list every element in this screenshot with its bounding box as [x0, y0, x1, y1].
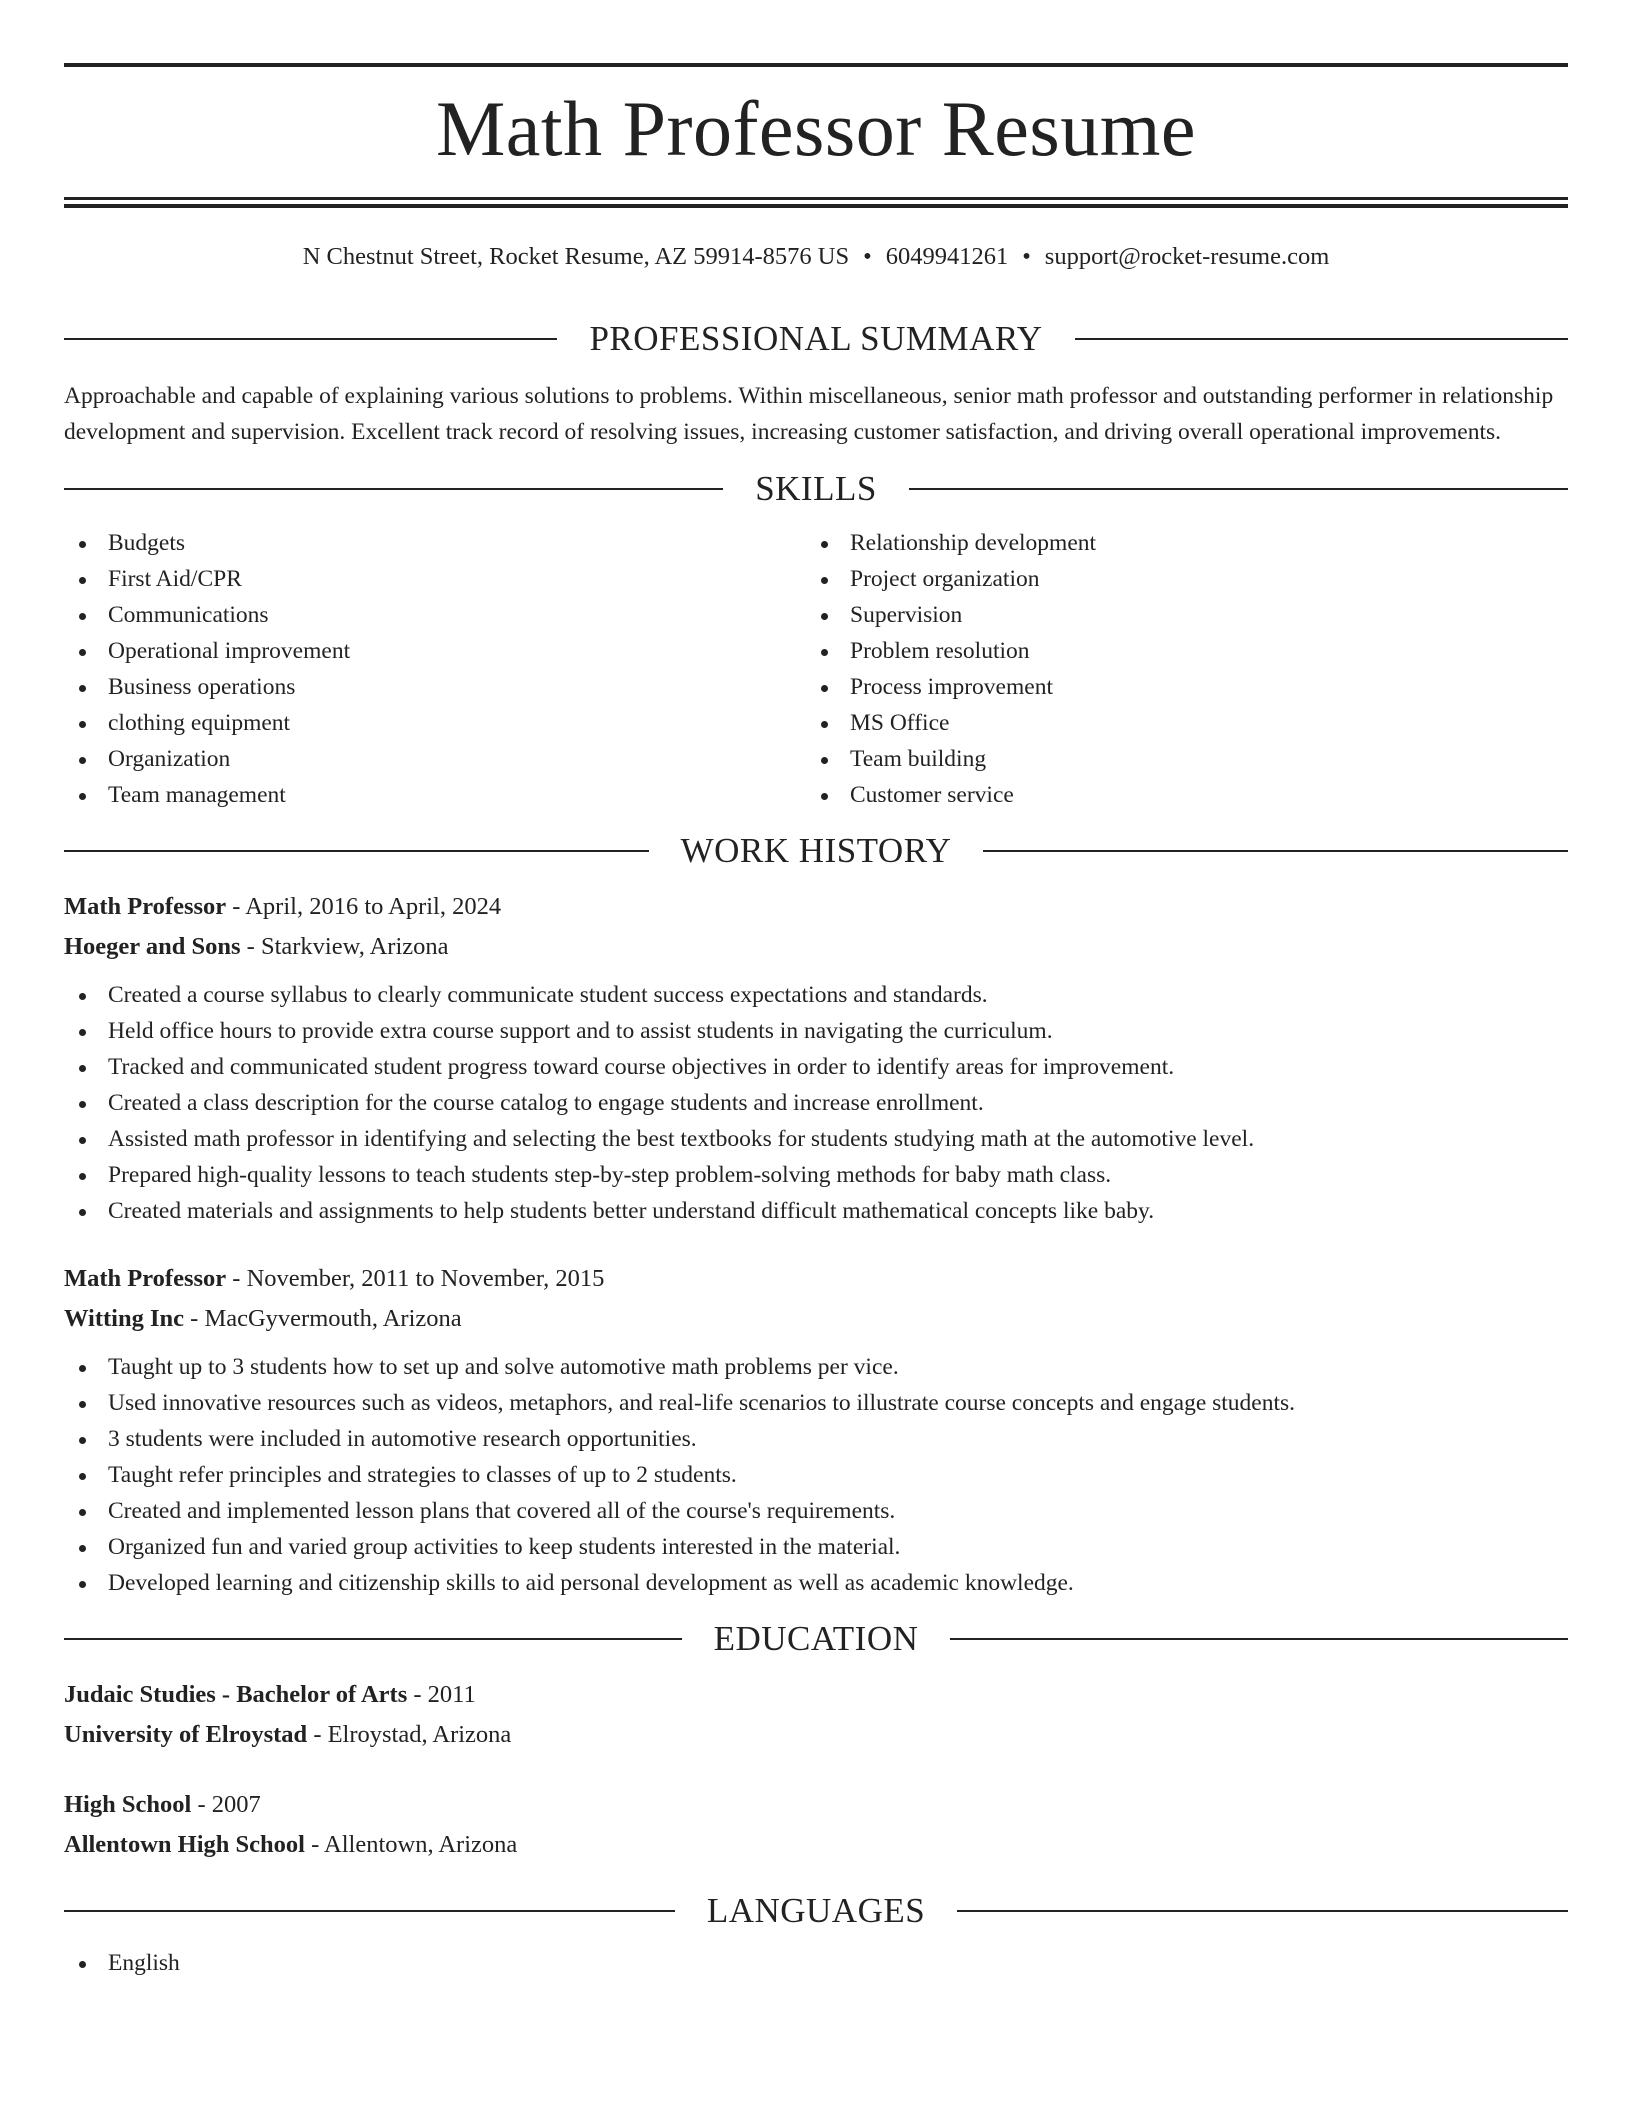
- section-title: SKILLS: [755, 469, 877, 508]
- job-bullet: Created a class description for the course catalog to engage students and increase enrollment.: [64, 1085, 1568, 1121]
- education-degree-line: [64, 1675, 1568, 1715]
- bullet-icon: [79, 613, 86, 620]
- job-bullet: Held office hours to provide extra course support and to assist students in navigating the curriculum.: [64, 1013, 1568, 1049]
- skill-item: First Aid/CPR: [64, 561, 806, 597]
- heading-rule: [64, 488, 723, 490]
- bullet-icon: [79, 577, 86, 584]
- job-bullet: Created materials and assignments to help students better understand difficult mathematical concepts like baby.: [64, 1193, 1568, 1229]
- job-bullet: Taught refer principles and strategies to classes of up to 2 students.: [64, 1457, 1568, 1493]
- contact-separator: •: [863, 243, 872, 270]
- contact-line: [64, 242, 1568, 272]
- title-double-rule: [64, 197, 1568, 208]
- skill-item: Project organization: [806, 561, 1548, 597]
- section-title: WORK HISTORY: [680, 831, 952, 870]
- language-item: English: [64, 1945, 1568, 1981]
- section-heading-work: [64, 831, 1568, 871]
- skill-item: clothing equipment: [64, 705, 806, 741]
- bullet-icon: [79, 1581, 86, 1588]
- bullet-icon: [79, 1173, 86, 1180]
- bullet-icon: [79, 541, 86, 548]
- heading-rule: [1075, 338, 1568, 340]
- skill-item: Supervision: [806, 597, 1548, 633]
- skill-item: Communications: [64, 597, 806, 633]
- job-entry: [64, 1259, 1568, 1601]
- section-title: EDUCATION: [713, 1619, 919, 1658]
- job-bullet: Assisted math professor in identifying and selecting the best textbooks for students studying math at the automotive level.: [64, 1121, 1568, 1157]
- education-school-line: [64, 1825, 1568, 1865]
- education-location: - Allentown, Arizona: [304, 1831, 518, 1858]
- skill-item: Team building: [806, 741, 1548, 777]
- job-company-line: [64, 927, 1568, 967]
- bullet-icon: [79, 649, 86, 656]
- job-location: - Starkview, Arizona: [240, 933, 449, 960]
- job-company-line: [64, 1299, 1568, 1339]
- heading-rule: [64, 850, 649, 852]
- job-bullet: Developed learning and citizenship skills to aid personal development as well as academic knowledge.: [64, 1565, 1568, 1601]
- contact-address: N Chestnut Street, Rocket Resume, AZ 59914-8576 US: [302, 243, 850, 270]
- skills-column-left: [64, 525, 806, 813]
- job-bullets: [64, 977, 1568, 1229]
- heading-rule: [64, 1638, 682, 1640]
- job-bullet: Used innovative resources such as videos, metaphors, and real-life scenarios to illustrate course concepts and engage students.: [64, 1385, 1568, 1421]
- languages-list: [64, 1945, 1568, 1981]
- bullet-icon: [79, 685, 86, 692]
- skill-item: Budgets: [64, 525, 806, 561]
- skill-item: Problem resolution: [806, 633, 1548, 669]
- job-bullet: Taught up to 3 students how to set up and solve automotive math problems per vice.: [64, 1349, 1568, 1385]
- job-location: - MacGyvermouth, Arizona: [184, 1305, 462, 1332]
- job-dates: - November, 2011 to November, 2015: [226, 1265, 605, 1292]
- job-bullet: Tracked and communicated student progress toward course objectives in order to identify areas for improvement.: [64, 1049, 1568, 1085]
- job-company: Hoeger and Sons: [64, 933, 241, 960]
- education-school: University of Elroystad: [64, 1721, 308, 1748]
- bullet-icon: [79, 1545, 86, 1552]
- heading-rule: [983, 850, 1568, 852]
- bullet-icon: [79, 1029, 86, 1036]
- job-bullet: Prepared high-quality lessons to teach students step-by-step problem-solving methods for baby math class.: [64, 1157, 1568, 1193]
- skill-item: Team management: [64, 777, 806, 813]
- bullet-icon: [79, 1365, 86, 1372]
- resume-page: [64, 0, 1568, 1981]
- bullet-icon: [821, 757, 828, 764]
- contact-email: support@rocket-resume.com: [1044, 243, 1330, 270]
- job-bullet: 3 students were included in automotive research opportunities.: [64, 1421, 1568, 1457]
- skill-item: Organization: [64, 741, 806, 777]
- bullet-icon: [79, 1101, 86, 1108]
- bullet-icon: [821, 721, 828, 728]
- bullet-icon: [79, 793, 86, 800]
- top-rule: [64, 63, 1568, 67]
- section-title: PROFESSIONAL SUMMARY: [589, 319, 1043, 358]
- education-school: Allentown High School: [64, 1831, 305, 1858]
- education-school-line: [64, 1715, 1568, 1755]
- heading-rule: [64, 1910, 675, 1912]
- section-heading-summary: [64, 319, 1568, 359]
- section-heading-education: [64, 1619, 1568, 1659]
- skill-item: Operational improvement: [64, 633, 806, 669]
- job-bullets: [64, 1349, 1568, 1601]
- bullet-icon: [79, 1961, 86, 1968]
- bullet-icon: [79, 1509, 86, 1516]
- contact-separator: •: [1022, 243, 1031, 270]
- page-title: Math Professor Resume: [435, 85, 1197, 172]
- job-dates: - April, 2016 to April, 2024: [226, 893, 502, 920]
- job-company: Witting Inc: [64, 1305, 185, 1332]
- bullet-icon: [79, 757, 86, 764]
- bullet-icon: [79, 1437, 86, 1444]
- skill-item: MS Office: [806, 705, 1548, 741]
- education-entry: [64, 1675, 1568, 1755]
- section-heading-skills: [64, 469, 1568, 509]
- heading-rule: [64, 338, 557, 340]
- job-title: Math Professor: [64, 893, 227, 920]
- skill-item: Process improvement: [806, 669, 1548, 705]
- bullet-icon: [79, 721, 86, 728]
- section-heading-languages: [64, 1891, 1568, 1931]
- education-degree-line: [64, 1785, 1568, 1825]
- education-year: - 2007: [191, 1791, 261, 1818]
- bullet-icon: [821, 685, 828, 692]
- heading-rule: [957, 1910, 1568, 1912]
- job-title: Math Professor: [64, 1265, 227, 1292]
- skill-item: Relationship development: [806, 525, 1548, 561]
- skills-list: [64, 525, 1568, 813]
- bullet-icon: [79, 993, 86, 1000]
- contact-phone: 6049941261: [885, 243, 1009, 270]
- skill-item: Customer service: [806, 777, 1548, 813]
- education-degree: Judaic Studies - Bachelor of Arts: [64, 1681, 408, 1708]
- bullet-icon: [821, 793, 828, 800]
- education-entry: [64, 1785, 1568, 1865]
- bullet-icon: [79, 1401, 86, 1408]
- heading-rule: [909, 488, 1568, 490]
- section-title: LANGUAGES: [706, 1891, 926, 1930]
- job-bullet: Created a course syllabus to clearly communicate student success expectations and standards.: [64, 977, 1568, 1013]
- skills-column-right: [806, 525, 1548, 813]
- bullet-icon: [821, 613, 828, 620]
- bullet-icon: [821, 541, 828, 548]
- education-degree: High School: [64, 1791, 192, 1818]
- job-bullet: Organized fun and varied group activities to keep students interested in the material.: [64, 1529, 1568, 1565]
- job-title-line: [64, 887, 1568, 927]
- skill-item: Business operations: [64, 669, 806, 705]
- bullet-icon: [821, 577, 828, 584]
- education-location: - Elroystad, Arizona: [307, 1721, 512, 1748]
- job-bullet: Created and implemented lesson plans that covered all of the course's requirements.: [64, 1493, 1568, 1529]
- bullet-icon: [79, 1473, 86, 1480]
- bullet-icon: [79, 1209, 86, 1216]
- bullet-icon: [79, 1065, 86, 1072]
- education-year: - 2011: [407, 1681, 476, 1708]
- job-title-line: [64, 1259, 1568, 1299]
- job-entry: [64, 887, 1568, 1229]
- bullet-icon: [79, 1137, 86, 1144]
- bullet-icon: [821, 649, 828, 656]
- summary-text: Approachable and capable of explaining various solutions to problems. Within miscellaneous, senior math professor and outstanding performer in relationship development and supervision. Excellent track record of resolving issues, increasing customer satisfaction, and driving overall operational improvements.: [64, 383, 1554, 445]
- heading-rule: [950, 1638, 1568, 1640]
